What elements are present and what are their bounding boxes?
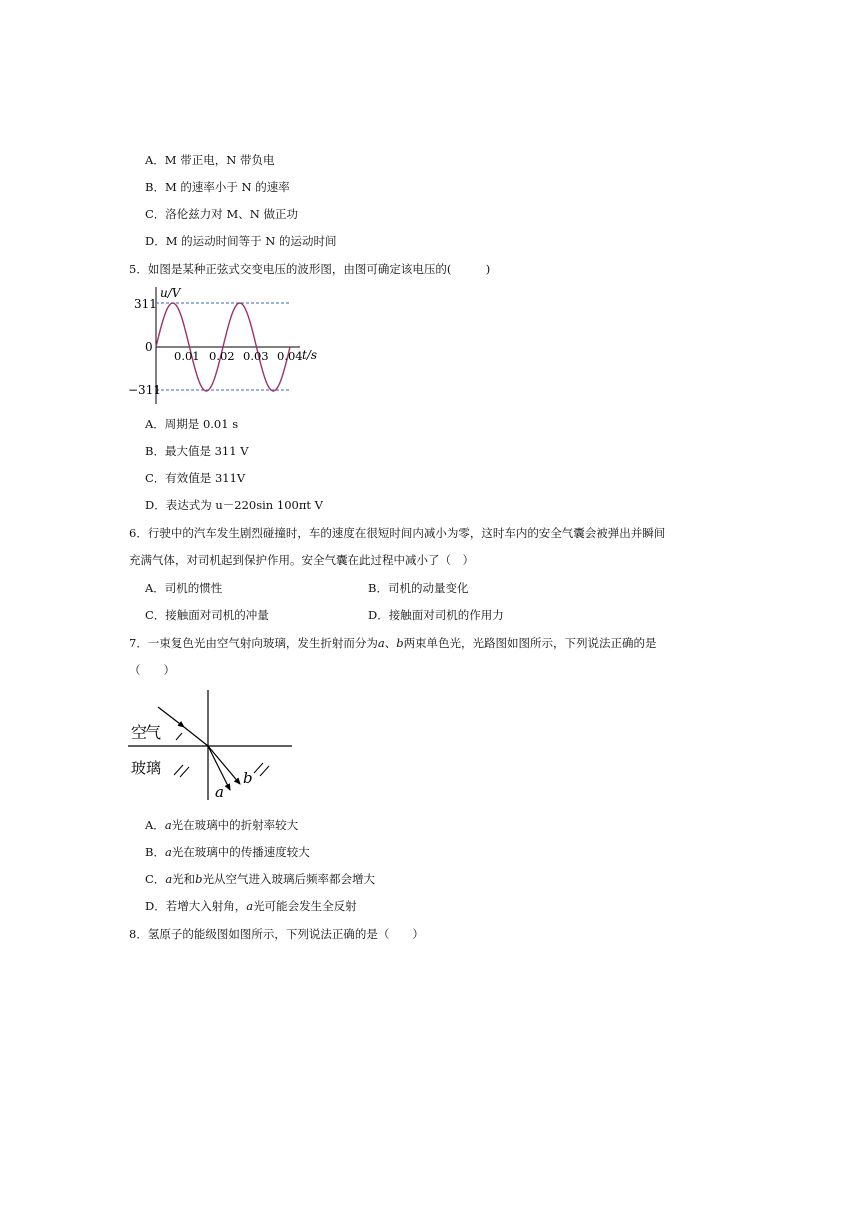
x-tick-0.01: 0.01 (174, 349, 200, 363)
glass-label: 玻璃 (131, 759, 162, 777)
q7-option-d: D．若增大入射角，a光可能会发生全反射 (145, 899, 357, 913)
q6-option-c: C．接触面对司机的冲量 (145, 608, 269, 622)
q7-stem-line1: 7．一束复色光由空气射向玻璃，发生折射而分为a、b两束单色光，光路图如图所示，下列说法正确的是 (129, 636, 657, 650)
q7-stem-line2: （ ） (129, 663, 175, 677)
q5-option-a: A．周期是 0.01 s (145, 417, 239, 431)
ray-b-label: b (243, 769, 253, 787)
air-hatch (176, 733, 182, 740)
q4-option-d: D．M 的运动时间等于 N 的运动时间 (145, 234, 337, 248)
incident-ray (158, 707, 184, 727)
q7-option-b: B．a光在玻璃中的传播速度较大 (145, 845, 310, 859)
q7-option-c: C．a光和b光从空气进入玻璃后频率都会增大 (145, 872, 376, 886)
q5-option-c: C．有效值是 311V (145, 471, 246, 485)
var-a: a (377, 636, 385, 650)
q4-option-c: C．洛伦兹力对 M、N 做正功 (145, 207, 298, 221)
y-axis-label: u/V (160, 286, 181, 300)
air-label: 空气 (131, 723, 161, 742)
q5-option-d: D．表达式为 u－220sin 100πt V (145, 498, 323, 512)
q5-stem: 5．如图是某种正弦式交变电压的波形图，由图可确定该电压的( ) (129, 262, 491, 276)
glass-hatch-right-2 (260, 766, 269, 776)
x-tick-0.04: 0.04 (277, 349, 303, 363)
y-tick-min: −311 (128, 383, 161, 397)
q6-option-d: D．接触面对司机的作用力 (368, 608, 504, 622)
incident-ray-tail (184, 727, 208, 746)
glass-hatch-right-1 (254, 763, 263, 773)
y-tick-max: 311 (134, 297, 157, 311)
q6-stem-line2: 充满气体，对司机起到保护作用。安全气囊在此过程中减小了（ ） (129, 553, 474, 567)
q4-option-a: A．M 带正电，N 带负电 (145, 153, 275, 167)
x-axis-label: t/s (302, 348, 318, 362)
glass-hatch-left-1 (174, 765, 183, 775)
y-tick-zero: 0 (145, 340, 153, 354)
q7-refraction-figure (125, 688, 300, 803)
q4-option-b: B．M 的速率小于 N 的速率 (145, 180, 290, 194)
ray-a-label: a (215, 783, 224, 801)
q6-stem-line1: 6．行驶中的汽车发生剧烈碰撞时，车的速度在很短时间内减小为零，这时车内的安全气囊会被弹出并瞬间 (129, 526, 666, 540)
x-tick-0.03: 0.03 (243, 349, 269, 363)
q5-voltage-waveform-figure (128, 282, 325, 407)
q6-option-b: B．司机的动量变化 (368, 581, 469, 595)
x-tick-0.02: 0.02 (209, 349, 235, 363)
q5-option-b: B．最大值是 311 V (145, 444, 249, 458)
q8-stem: 8．氢原子的能级图如图所示，下列说法正确的是（ ） (129, 927, 424, 941)
q7-option-a: A．a光在玻璃中的折射率较大 (145, 818, 299, 832)
glass-hatch-left-2 (180, 767, 189, 777)
q6-option-a: A．司机的惯性 (145, 581, 223, 595)
var-b: b (396, 636, 404, 650)
